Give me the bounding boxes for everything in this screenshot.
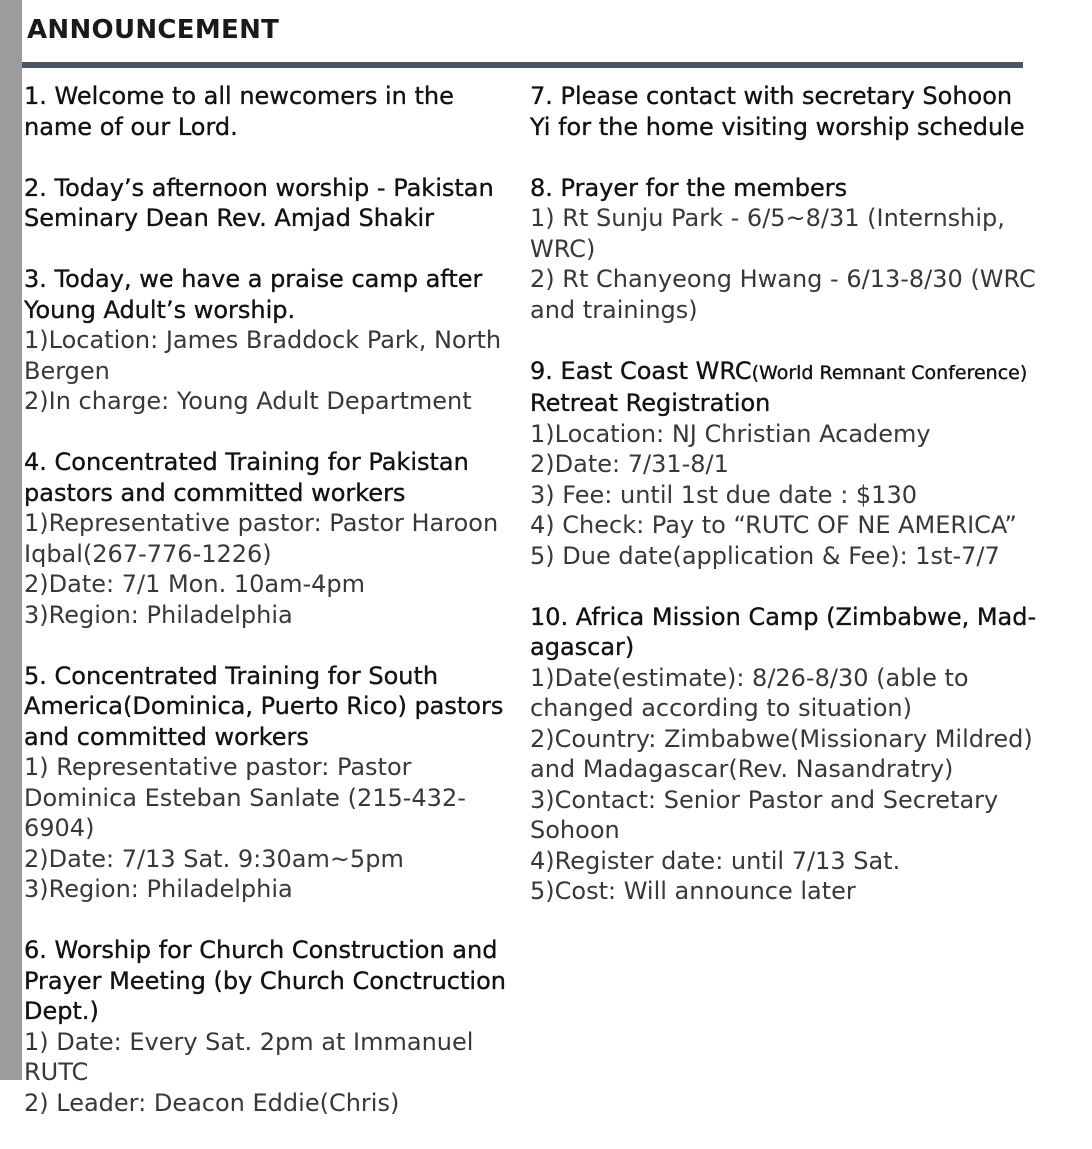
announcement-detail: 1)Location: James Braddock Park, North Bergen <box>24 326 502 385</box>
announcement-title: 10. Africa Mission Camp (Zimbabwe, Mad-agascar) <box>530 602 1037 661</box>
announcement-item-2 <box>24 173 524 234</box>
announcement-detail: 3) Fee: until 1st due date : $130 <box>530 480 917 509</box>
announcement-item-1 <box>24 81 524 142</box>
announcement-detail: 1) Representative pastor: Pastor Dominica Esteban Sanlate (215-432-6904) <box>24 753 466 842</box>
announcement-title <box>530 356 1040 419</box>
announcement-detail: 2)Date: 7/31-8/1 <box>530 450 729 478</box>
announcement-detail: 5) Due date(application & Fee): 1st-7/7 <box>530 541 1000 570</box>
announcement-title: 6. Worship for Church Construction and Prayer Meeting (by Church Conctruction Dept.) <box>24 936 506 1025</box>
announcement-detail: 2) Rt Chanyeong Hwang - 6/13-8/30 (WRC and trainings) <box>530 265 1036 324</box>
announcement-detail: 3)Region: Philadelphia <box>24 875 293 903</box>
announcement-item-8 <box>530 173 1040 326</box>
announcement-column-left <box>24 81 524 1149</box>
announcement-item-4 <box>24 447 524 630</box>
announcement-detail: 1)Date(estimate): 8/26-8/30 (able to changed according to situation) <box>530 663 969 722</box>
announcement-title: 7. Please contact with secretary Sohoon Yi for the home visiting worship schedule <box>530 82 1025 141</box>
announcement-title-note: (World Remnant Conference) <box>751 361 1028 384</box>
announcement-item-5 <box>24 661 524 905</box>
page-title: ANNOUNCEMENT <box>27 15 280 45</box>
announcement-detail: 2)In charge: Young Adult Department <box>24 387 472 415</box>
announcement-detail: 3)Region: Philadelphia <box>24 600 293 629</box>
announcement-item-10 <box>530 602 1040 907</box>
announcement-item-6 <box>24 935 524 1118</box>
announcement-detail: 1)Location: NJ Christian Academy <box>530 419 931 448</box>
announcement-title-main: 9. East Coast WRC <box>530 356 752 385</box>
announcement-detail: 2)Date: 7/1 Mon. 10am-4pm <box>24 570 365 598</box>
announcement-detail: 4) Check: Pay to “RUTC OF NE AMERICA” <box>530 511 1017 539</box>
announcement-item-9 <box>530 356 1040 572</box>
announcement-title-end: Retreat Registration <box>530 389 771 417</box>
announcement-detail: 2)Date: 7/13 Sat. 9:30am~5pm <box>24 844 404 873</box>
announcement-detail: 3)Contact: Senior Pastor and Secretary Sohoon <box>530 785 999 844</box>
announcement-detail: 5)Cost: Will announce later <box>530 877 856 905</box>
announcement-title: 1. Welcome to all newcomers in the name of our Lord. <box>24 82 454 141</box>
announcement-detail: 2)Country: Zimbabwe(Missionary Mildred) and Madagascar(Rev. Nasandratry) <box>530 724 1033 783</box>
announcement-detail: 1) Date: Every Sat. 2pm at Immanuel RUTC <box>24 1027 474 1086</box>
announcement-title: 3. Today, we have a praise camp after Young Adult’s worship. <box>24 265 483 324</box>
announcement-title: 2. Today’s afternoon worship - Pakistan Seminary Dean Rev. Amjad Shakir <box>24 173 494 232</box>
announcement-detail: 1) Rt Sunju Park - 6/5~8/31 (Internship, WRC) <box>530 204 1005 263</box>
announcement-item-7 <box>530 81 1040 142</box>
left-margin-bar <box>0 0 22 1080</box>
announcement-detail: 1)Representative pastor: Pastor Haroon Iqbal(267-776-1226) <box>24 509 499 568</box>
announcement-detail: 4)Register date: until 7/13 Sat. <box>530 846 901 875</box>
announcement-item-3 <box>24 264 524 417</box>
announcement-title: 8. Prayer for the members <box>530 173 848 202</box>
announcement-title: 5. Concentrated Training for South America(Dominica, Puerto Rico) pastors and committed workers <box>24 661 504 751</box>
title-divider <box>22 62 1023 68</box>
announcement-detail: 2) Leader: Deacon Eddie(Chris) <box>24 1088 400 1117</box>
announcement-column-right <box>530 81 1040 937</box>
announcement-title: 4. Concentrated Training for Pakistan pastors and committed workers <box>24 448 469 507</box>
